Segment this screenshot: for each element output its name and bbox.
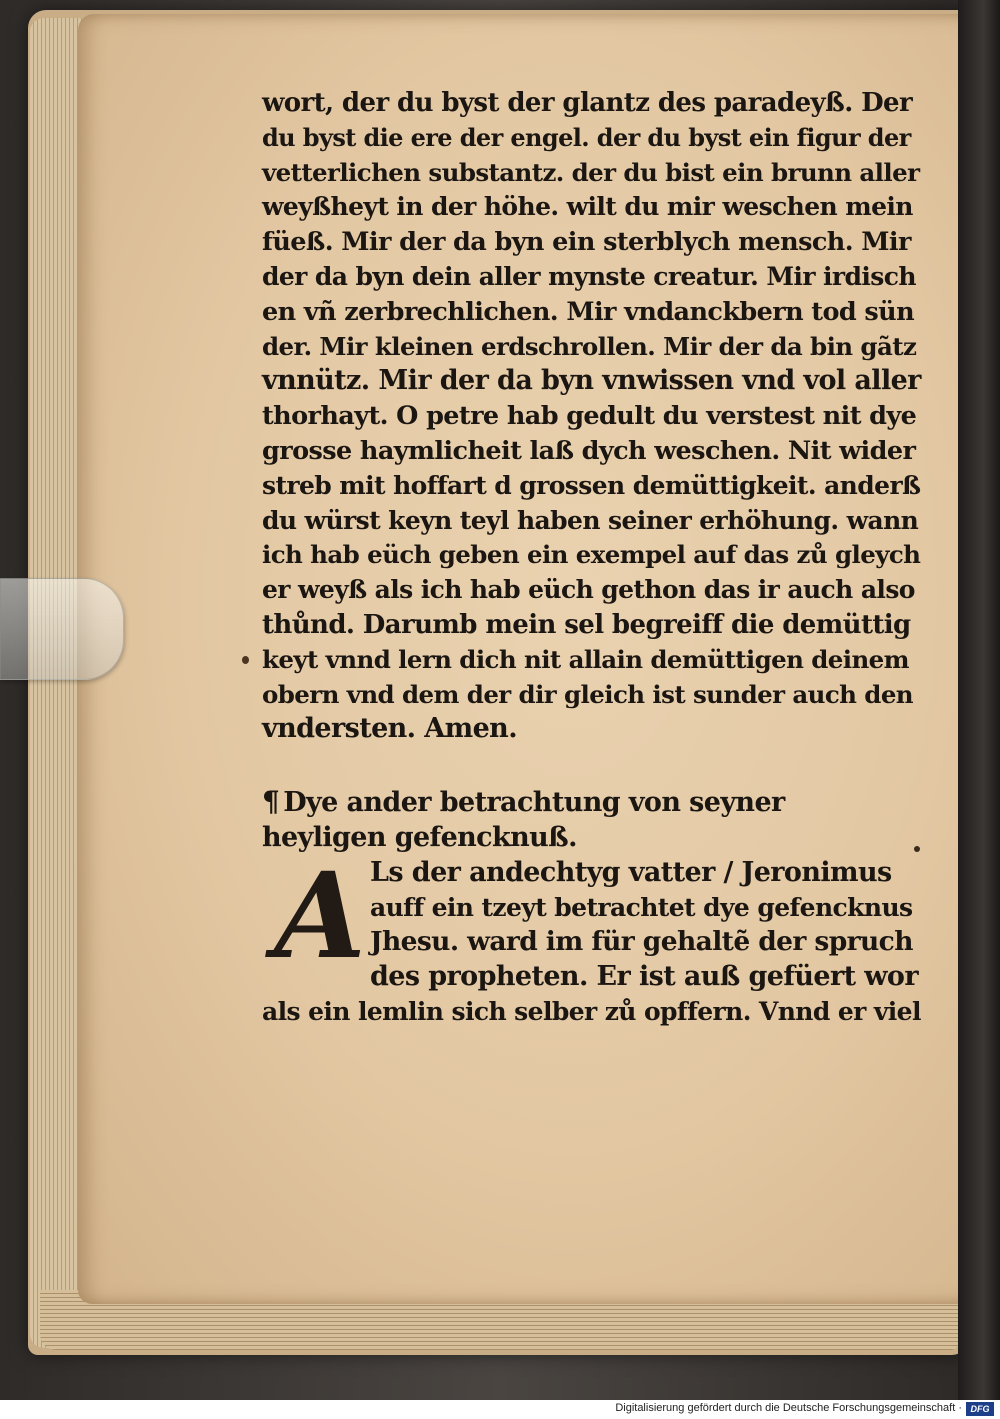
text-line: weyßheyt in der höhe. wilt du mir weschen mein bbox=[262, 192, 913, 222]
rubric-line bbox=[262, 785, 922, 821]
paragraph-main bbox=[262, 86, 922, 747]
pilcrow-mark: ¶ bbox=[262, 785, 280, 819]
text-line: thorhayt. O petre hab gedult du verstest nit dye bbox=[262, 401, 917, 432]
text-line: des propheten. Er ist auß gefüert wor bbox=[370, 961, 918, 993]
text-line: wort, der du byst der glantz des paradeyß. Der bbox=[262, 88, 913, 118]
footer-bar bbox=[0, 1400, 1000, 1419]
text-line: der da byn dein aller mynste creatur. Mir irdisch bbox=[262, 261, 916, 291]
text-line: streb mit hoffart d grossen demüttigkeit. anderß bbox=[262, 470, 921, 500]
rubric-line: heyligen gefencknuß. bbox=[262, 821, 577, 853]
text-line: thůnd. Darumb mein sel begreiff die demüttig bbox=[262, 609, 911, 640]
text-line: vetterlichen substantz. der du bist ein brunn aller bbox=[262, 157, 920, 187]
text-line: keyt vnnd lern dich nit allain demüttigen deinem bbox=[262, 644, 909, 674]
gutter-shadow bbox=[958, 0, 1000, 1400]
text-line: grosse haymlicheit laß dych weschen. Nit wider bbox=[262, 435, 916, 466]
text-line: der. Mir kleinen erdschrollen. Mir der da bin gãtz bbox=[262, 331, 917, 361]
ink-spot bbox=[242, 656, 249, 664]
text-line: Jhesu. ward im für gehaltẽ der spruch bbox=[370, 926, 913, 958]
funding-notice: Digitalisierung gefördert durch die Deutsche Forschungsgemeinschaft · bbox=[615, 1402, 962, 1414]
page-clip bbox=[0, 578, 124, 680]
dfg-logo: DFG bbox=[966, 1402, 994, 1416]
text-line: vnnütz. Mir der da byn vnwissen vnd vol aller bbox=[262, 365, 921, 397]
page-text bbox=[262, 86, 922, 1030]
rubric-text: Dye ander betrachtung von seyner bbox=[283, 787, 785, 819]
text-line: du würst keyn teyl haben seiner erhöhung. wann bbox=[262, 505, 919, 535]
text-line: auff ein tzeyt betrachtet dye gefencknus bbox=[370, 892, 913, 922]
text-line: füeß. Mir der da byn ein sterblych mensch. Mir bbox=[262, 227, 911, 258]
initial-paragraph bbox=[262, 845, 922, 995]
decorated-initial: A bbox=[274, 845, 366, 985]
paragraph-continuation bbox=[262, 995, 922, 1030]
text-line: en vñ zerbrechlichen. Mir vndanckbern tod sün bbox=[262, 296, 915, 327]
text-line: du byst die ere der engel. der du byst ein figur der bbox=[262, 122, 911, 152]
text-line: obern vnd dem der dir gleich ist sunder auch den bbox=[262, 679, 914, 709]
text-line: er weyß als ich hab eüch gethon das ir auch also bbox=[262, 575, 915, 605]
text-line: als ein lemlin sich selber zů opffern. Vnnd er viel bbox=[262, 996, 921, 1026]
text-line: ich hab eüch geben ein exempel auf das zů gleych bbox=[262, 540, 921, 570]
text-line: Ls der andechtyg vatter / Jeronimus bbox=[370, 856, 892, 888]
paragraph-gap bbox=[262, 747, 922, 785]
text-line: vndersten. Amen. bbox=[262, 713, 518, 745]
